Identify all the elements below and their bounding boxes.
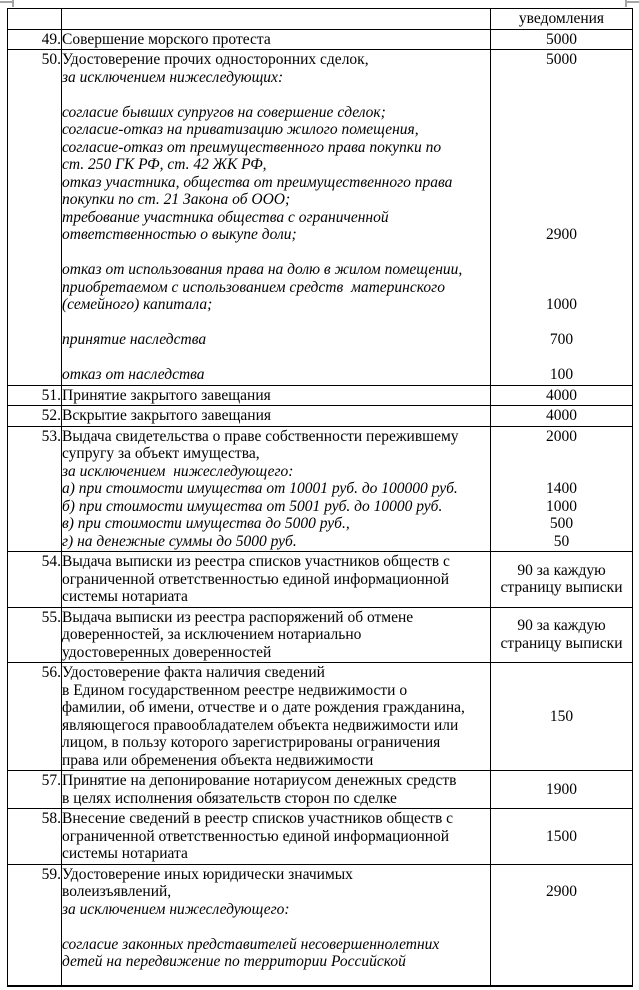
price-line: 5000 — [546, 30, 577, 48]
price-line: 1500 — [546, 827, 577, 845]
price-line: страницу выписки — [500, 634, 623, 652]
desc-line: а) при стоимости имущества от 10001 руб. до 100000 руб. — [62, 480, 458, 497]
row-price — [491, 29, 633, 50]
price-line: 50 — [553, 532, 570, 550]
desc-line: Внесение сведений в реестр списков участников обществ с — [62, 810, 454, 827]
desc-line: Совершение морского протеста — [62, 30, 271, 48]
desc-line: согласие-отказ на приватизацию жилого помещения, — [62, 121, 419, 138]
price-line: уведомления — [518, 10, 605, 27]
price-line — [491, 121, 632, 139]
desc-line: г) на денежные суммы до 5000 руб. — [62, 532, 297, 550]
price-line: 5000 — [546, 51, 577, 68]
page-cut-line — [7, 985, 632, 987]
row-number: 52. — [8, 406, 62, 427]
desc-line: в) при стоимости имущества до 5000 руб., — [62, 515, 350, 532]
price-line — [491, 139, 632, 157]
desc-line: ст. 250 ГК РФ, ст. 42 ЖК РФ, — [62, 156, 267, 173]
row-number — [8, 9, 62, 30]
price-line — [491, 953, 632, 971]
desc-line: фамилии, об имени, отчестве и о дате рождения гражданина, — [62, 699, 465, 716]
price-line: 4000 — [546, 407, 577, 424]
desc-line: Выдача выписки из реестра распоряжений об отмене — [62, 608, 414, 626]
table-row — [8, 809, 633, 865]
price-line: страницу выписки — [500, 579, 623, 597]
desc-line: супругу за объект имущества, — [62, 445, 260, 462]
desc-line: приобретаемом с использованием средств материнского — [62, 278, 445, 296]
desc-line: Принятие закрытого завещания — [62, 386, 271, 404]
row-price — [491, 607, 633, 663]
desc-line: ответственностью о выкупе доли; — [62, 226, 297, 243]
desc-line — [62, 244, 490, 262]
desc-line: права или обременения объекта недвижимости — [62, 751, 374, 769]
desc-line: в Едином государственном реестре недвижимости о — [62, 681, 408, 699]
desc-line: Удостоверение прочих односторонних сделок, — [62, 51, 369, 68]
table-row — [8, 385, 633, 406]
desc-line: Удостоверение факта наличия сведений — [62, 664, 325, 681]
desc-line: (семейного) капитала; — [62, 296, 213, 313]
desc-line — [62, 10, 490, 28]
price-line: 90 за каждую — [517, 617, 606, 635]
desc-line: Выдача свидетельства о праве собственности пережившему — [62, 427, 459, 445]
tariff-table — [7, 8, 633, 990]
crop-mark-top-left-vertical — [12, 0, 14, 7]
row-description — [62, 29, 491, 50]
row-description — [62, 426, 491, 552]
price-line — [491, 314, 632, 332]
desc-line: ограниченной ответственностью единой информационной — [62, 827, 450, 845]
row-number: 57. — [8, 771, 62, 809]
desc-line — [62, 314, 490, 332]
price-line — [491, 936, 632, 954]
price-line — [491, 191, 632, 209]
price-line — [491, 209, 632, 227]
desc-line: ограниченной ответственностью единой информационной — [62, 570, 450, 588]
row-price — [491, 663, 633, 771]
row-description — [62, 771, 491, 809]
desc-line: системы нотариата — [62, 588, 188, 605]
row-number: 50. — [8, 50, 62, 386]
desc-line: требование участника общества с ограниченной — [62, 208, 389, 226]
row-description — [62, 809, 491, 865]
row-price — [491, 406, 633, 427]
row-number: 58. — [8, 809, 62, 865]
desc-line: являющегося правообладателем объекта недвижимости или — [62, 716, 459, 734]
price-line: 2000 — [546, 427, 577, 445]
price-line — [491, 279, 632, 297]
desc-line: согласие бывших супругов на совершение сделок; — [62, 103, 386, 121]
desc-line: лицом, в пользу которого зарегистрированы ограничения — [62, 734, 441, 751]
price-line: 1000 — [546, 497, 577, 515]
desc-line: б) при стоимости имущества от 5001 руб. до 10000 руб. — [62, 497, 443, 515]
desc-line: отказ от использования права на долю в жилом помещении, — [62, 261, 463, 278]
row-price — [491, 809, 633, 865]
price-line: 1400 — [546, 480, 577, 497]
row-description — [62, 663, 491, 771]
table-row — [8, 50, 633, 386]
row-price — [491, 552, 633, 608]
desc-line: волеизъявлений, — [62, 883, 172, 900]
price-line — [491, 156, 632, 174]
table-row — [8, 406, 633, 427]
price-line — [491, 901, 632, 919]
price-line — [491, 349, 632, 367]
desc-line — [62, 86, 490, 104]
price-line: 700 — [549, 331, 574, 348]
crop-mark-top-right-horizontal — [625, 1, 639, 3]
price-line: 500 — [549, 515, 574, 532]
table-row — [8, 663, 633, 771]
price-line — [491, 918, 632, 936]
price-line: 2900 — [546, 226, 577, 243]
price-line: 2900 — [546, 883, 577, 900]
desc-line: отказ участника, общества от преимущественного права — [62, 173, 453, 191]
desc-line: системы нотариата — [62, 845, 188, 862]
price-line: 90 за каждую — [517, 561, 606, 579]
desc-line: за исключением нижеследующего: — [62, 462, 294, 480]
price-line: 4000 — [546, 386, 577, 404]
table-row — [8, 552, 633, 608]
desc-line: Удостоверение иных юридически значимых — [62, 865, 353, 883]
table-row — [8, 771, 633, 809]
desc-line: Выдача выписки из реестра списков участников обществ с — [62, 553, 450, 570]
price-line — [491, 866, 632, 884]
table-row — [8, 29, 633, 50]
crop-mark-top-right-vertical — [625, 0, 627, 7]
row-description — [62, 406, 491, 427]
desc-line: доверенностей, за исключением нотариально — [62, 626, 362, 643]
row-number: 53. — [8, 426, 62, 552]
price-line — [491, 86, 632, 104]
row-price — [491, 771, 633, 809]
price-line — [491, 261, 632, 279]
desc-line: отказ от наследства — [62, 366, 205, 383]
price-line — [491, 104, 632, 122]
row-description — [62, 552, 491, 608]
row-description — [62, 9, 491, 30]
price-line: 150 — [549, 707, 574, 725]
price-line: 100 — [549, 366, 574, 383]
desc-line — [62, 918, 490, 936]
row-price — [491, 50, 633, 386]
desc-line: удостоверенных доверенностей — [62, 643, 272, 661]
row-price — [491, 385, 633, 406]
row-price — [491, 9, 633, 30]
tariff-table-body — [8, 9, 633, 990]
desc-line: детей на передвижение по территории Российской — [62, 953, 406, 970]
desc-line: Вскрытие закрытого завещания — [62, 407, 271, 424]
row-description — [62, 385, 491, 406]
row-number: 55. — [8, 607, 62, 663]
desc-line: покупки по ст. 21 Закона об ООО; — [62, 191, 291, 208]
desc-line: принятие наследства — [62, 331, 207, 348]
row-price — [491, 426, 633, 552]
desc-line: за исключением нижеследующего: — [62, 900, 290, 918]
price-line — [491, 463, 632, 481]
row-number: 54. — [8, 552, 62, 608]
row-description — [62, 607, 491, 663]
price-line — [491, 244, 632, 262]
desc-line: за исключением нижеследующих: — [62, 68, 284, 86]
desc-line: согласие законных представителей несовершеннолетних — [62, 935, 440, 953]
row-number: 59. — [8, 864, 62, 990]
row-description — [62, 864, 491, 990]
desc-line — [62, 349, 490, 367]
table-row — [8, 426, 633, 552]
row-number: 49. — [8, 29, 62, 50]
row-number: 51. — [8, 385, 62, 406]
price-line — [491, 69, 632, 87]
desc-line: согласие-отказ от преимущественного права покупки по — [62, 138, 442, 156]
desc-line: Принятие на депонирование нотариусом денежных средств — [62, 772, 457, 789]
table-row — [8, 607, 633, 663]
table-row — [8, 9, 633, 30]
row-description — [62, 50, 491, 386]
price-line — [491, 174, 632, 192]
row-price — [491, 864, 633, 990]
row-number: 56. — [8, 663, 62, 771]
desc-line: в целях исполнения обязательств сторон по сделке — [62, 789, 397, 807]
price-line — [491, 445, 632, 463]
price-line: 1000 — [546, 296, 577, 313]
table-row — [8, 864, 633, 990]
price-line: 1900 — [546, 780, 577, 798]
